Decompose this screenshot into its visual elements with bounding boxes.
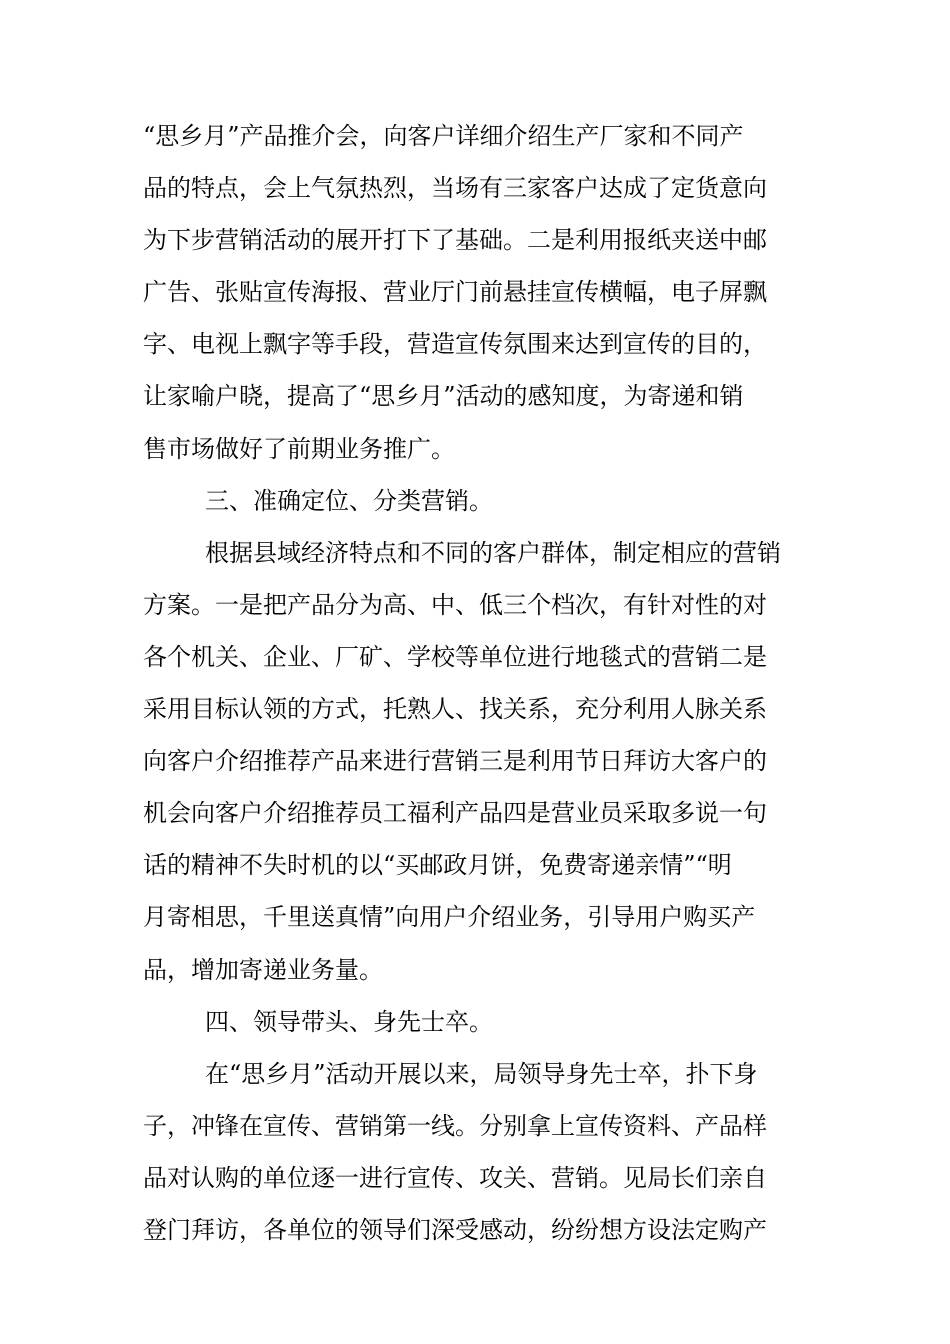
text-line: 方案。一是把产品分为高、中、低三个档次，有针对性的对 [143, 590, 767, 619]
text-line: 为下步营销活动的展开打下了基础。二是利用报纸夹送中邮 [143, 226, 767, 255]
text-line: 子，冲锋在宣传、营销第一线。分别拿上宣传资料、产品样 [143, 1111, 767, 1140]
text-line: 广告、张贴宣传海报、营业厅门前悬挂宣传横幅，电子屏飘 [143, 278, 767, 307]
text-line: 机会向客户介绍推荐员工福利产品四是营业员采取多说一句 [143, 799, 767, 828]
text-line: 字、电视上飘字等手段，营造宣传氛围来达到宣传的目的， [143, 330, 767, 359]
text-line: 采用目标认领的方式，托熟人、找关系，充分利用人脉关系 [143, 695, 767, 724]
text-line: 品，增加寄递业务量。 [143, 955, 383, 984]
text-line: 向客户介绍推荐产品来进行营销三是利用节日拜访大客户的 [143, 747, 767, 776]
text-line: 品对认购的单位逐一进行宣传、攻关、营销。见局长们亲自 [143, 1163, 767, 1192]
text-line: “思乡月”产品推介会，向客户详细介绍生产厂家和不同产 [143, 122, 744, 150]
text-line: 话的精神不失时机的以“买邮政月饼，免费寄递亲情”“明 [143, 851, 732, 880]
text-line: 根据县域经济特点和不同的客户群体，制定相应的营销 [205, 538, 781, 567]
text-line: 登门拜访，各单位的领导们深受感动，纷纷想方设法定购产 [143, 1215, 767, 1244]
text-line: 在“思乡月”活动开展以来，局领导身先士卒，扑下身 [205, 1059, 758, 1088]
body-text [143, 110, 827, 1256]
text-line: 售市场做好了前期业务推广。 [143, 434, 455, 463]
text-line: 三、准确定位、分类营销。 [205, 486, 493, 515]
text-line: 品的特点，会上气氛热烈，当场有三家客户达成了定货意向 [143, 174, 767, 203]
text-line: 四、领导带头、身先士卒。 [205, 1007, 493, 1036]
text-line: 让家喻户晓，提高了“思乡月”活动的感知度，为寄递和销 [143, 382, 744, 411]
text-line: 各个机关、企业、厂矿、学校等单位进行地毯式的营销二是 [143, 642, 767, 671]
text-line: 月寄相思，千里送真情”向用户介绍业务，引导用户购买产 [143, 903, 756, 932]
